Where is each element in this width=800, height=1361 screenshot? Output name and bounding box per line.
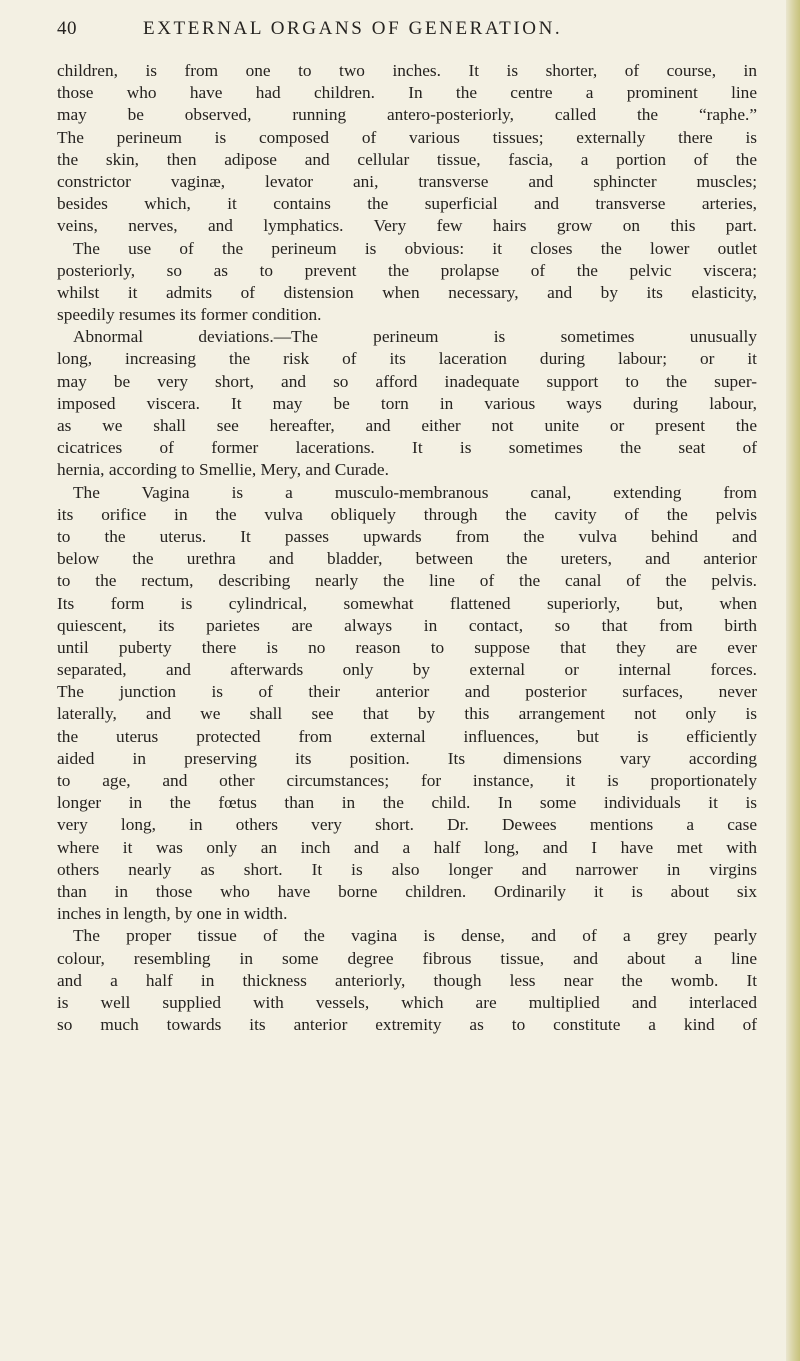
text-line: children, is from one to two inches. It is shorter, of course, in [57, 61, 757, 80]
text-line: The Vagina is a musculo-membranous canal, extending from [73, 482, 757, 502]
page-edge [786, 0, 800, 1361]
text-line: The use of the perineum is obvious: it closes the lower outlet [73, 238, 757, 258]
text-line: the skin, then adipose and cellular tissue, fascia, a portion of the [57, 149, 757, 169]
text-line: quiescent, its parietes are always in contact, so that from birth [57, 615, 757, 635]
text-line: separated, and afterwards only by external or internal forces. [57, 660, 757, 680]
text-line: very long, in others very short. Dr. Dewees mentions a case [57, 815, 757, 835]
text-line: speedily resumes its former condition. [57, 305, 322, 325]
text-line: the uterus protected from external influences, but is efficiently [57, 726, 757, 746]
text-line: imposed viscera. It may be torn in various ways during labour, [57, 393, 757, 413]
text-line: those who have had children. In the centre a prominent line [57, 83, 757, 103]
page-number: 40 [57, 18, 77, 39]
text-line: whilst it admits of distension when necessary, and by its elasticity, [57, 282, 757, 302]
text-line: The perineum is composed of various tissues; externally there is [57, 127, 757, 147]
text-line: laterally, and we shall see that by this arrangement not only is [57, 704, 757, 724]
text-line: colour, resembling in some degree fibrous tissue, and about a line [57, 948, 757, 968]
text-line: inches in length, by one in width. [57, 904, 288, 924]
text-line: its orifice in the vulva obliquely through the cavity of the pelvis [57, 504, 757, 524]
text-line: below the urethra and bladder, between the ureters, and anterior [57, 549, 757, 569]
text-line: Abnormal deviations.—The perineum is sometimes unusually [73, 327, 757, 347]
text-line: to the rectum, describing nearly the line of the canal of the pelvis. [57, 571, 757, 591]
text-line: so much towards its anterior extremity as to constitute a kind of [57, 1015, 757, 1035]
text-line: cicatrices of former lacerations. It is sometimes the seat of [57, 438, 757, 458]
text-line: where it was only an inch and a half long, and I have met with [57, 837, 757, 857]
running-head: EXTERNAL ORGANS OF GENERATION. [143, 18, 563, 39]
text-line: to age, and other circumstances; for instance, it is proportionately [57, 771, 757, 790]
text-line: as we shall see hereafter, and either not unite or present the [57, 416, 757, 435]
text-line: The proper tissue of the vagina is dense, and of a grey pearly [73, 926, 757, 946]
text-line: than in those who have borne children. Ordinarily it is about six [57, 881, 757, 901]
text-line: hernia, according to Smellie, Mery, and Curade. [57, 460, 389, 480]
text-line: constrictor vaginæ, levator ani, transverse and sphincter muscles; [57, 171, 757, 191]
text-line: besides which, it contains the superficial and transverse arteries, [57, 194, 757, 214]
text-line: The junction is of their anterior and posterior surfaces, never [57, 682, 757, 702]
page-header [57, 18, 757, 50]
text-line: and a half in thickness anteriorly, though less near the womb. It [57, 970, 757, 990]
text-line: is well supplied with vessels, which are multiplied and interlaced [57, 992, 757, 1012]
text-line: veins, nerves, and lymphatics. Very few hairs grow on this part. [57, 216, 757, 236]
text-line: longer in the fœtus than in the child. In some individuals it is [57, 793, 757, 813]
text-line: until puberty there is no reason to suppose that they are ever [57, 637, 757, 657]
body-text [57, 60, 757, 1036]
text-line: posteriorly, so as to prevent the prolapse of the pelvic viscera; [57, 260, 757, 280]
text-line: may be very short, and so afford inadequate support to the super- [57, 371, 757, 391]
text-line: others nearly as short. It is also longer and narrower in virgins [57, 859, 757, 879]
text-line: aided in preserving its position. Its dimensions vary according [57, 748, 757, 768]
text-line: long, increasing the risk of its laceration during labour; or it [57, 349, 757, 369]
text-line: to the uterus. It passes upwards from the vulva behind and [57, 526, 757, 546]
text-line: Its form is cylindrical, somewhat flattened superiorly, but, when [57, 593, 757, 613]
text-line: may be observed, running antero-posteriorly, called the “raphe.” [57, 105, 757, 125]
